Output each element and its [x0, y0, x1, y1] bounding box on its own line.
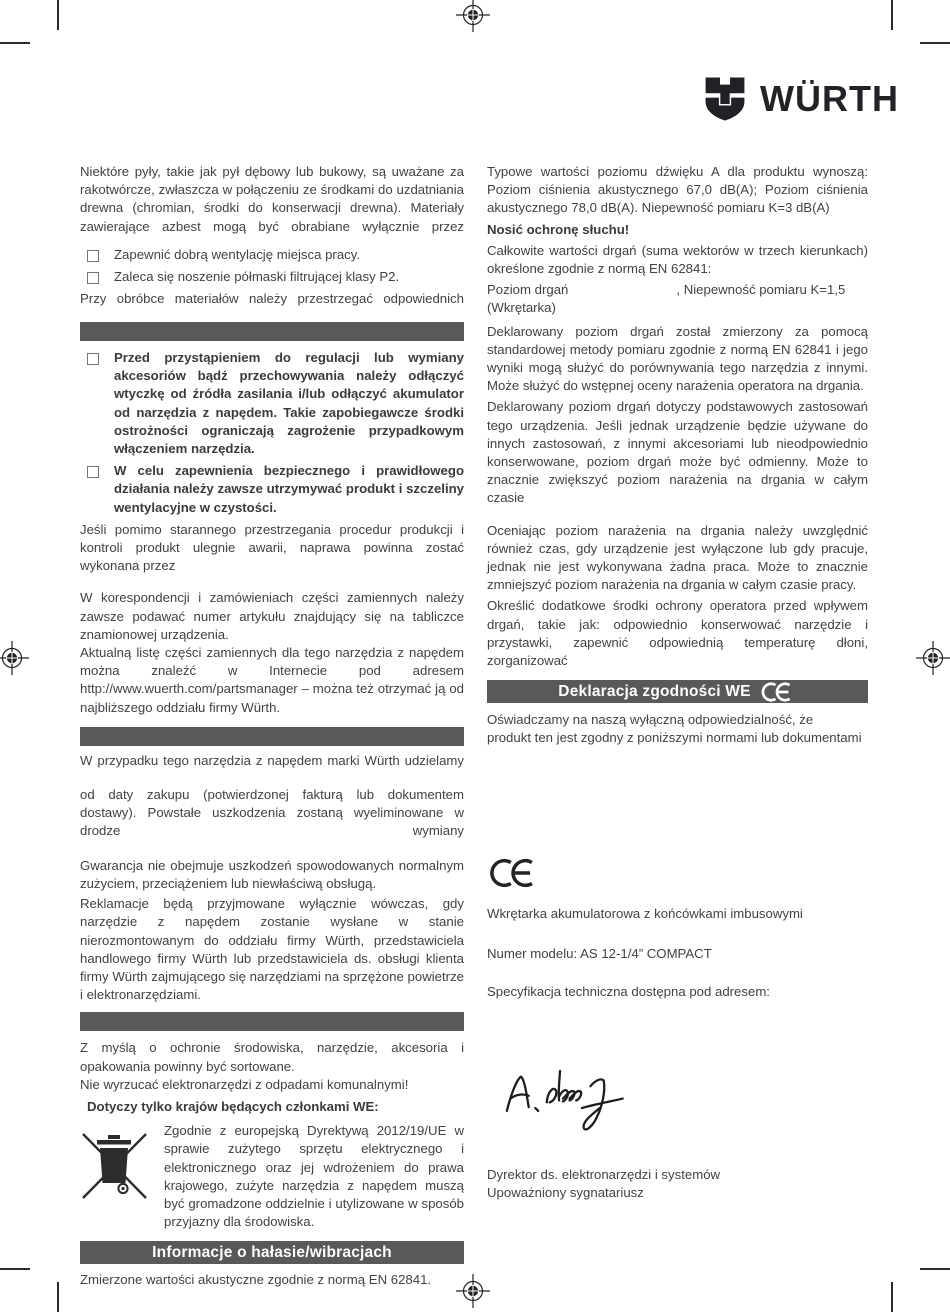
section-header-declaration — [487, 680, 868, 703]
crop-mark — [920, 42, 950, 44]
brand-name: WÜRTH — [760, 78, 899, 119]
paragraph-materials: Przy obróbce materiałów należy przestrzegać odpowiednich — [80, 290, 464, 306]
checkbox-icon — [87, 466, 99, 478]
ce-mark-icon — [489, 858, 543, 888]
paragraph-model-number: Numer modelu: AS 12-1/4” COMPACT — [487, 946, 712, 962]
list-item-text: Przed przystąpieniem do regulacji lub wymiany akcesoriów bądź przechowywania należy odłączyć wtyczkę od źródła zasilania i/lub odłączyć akumulator od narzędzia z napędem. Takie zapobiegawcze środki ostrożności ograniczają zagrożenie przypadkowym włączeniem narzędzia. — [114, 350, 464, 457]
section-header-noise — [80, 1241, 464, 1264]
crop-mark — [891, 0, 893, 30]
paragraph-warranty-4: Reklamacje będą przyjmowane wyłącznie wówczas, gdy narzędzie z napędem zostanie wysłane w stanie nierozmontowanym do oddziału firmy Würth, przedstawiciela handlowego firmy Würth lub przedstawiciela ds. obsługi klienta firmy Würth zajmującego się narzędziami na sprzężone powietrze i elektronarzędziami. — [80, 896, 464, 1003]
section-header-bar-blank — [80, 727, 464, 746]
paragraph-vibration-4: Oceniając poziom narażenia na drgania należy uwzględnić również czas, gdy urządzenie jest wyłączone lub gdy pracuje, jednak nie jest wykonywana żadna praca. Może to znacznie zmniejszyć poziom narażenia na drgania w całym czasie pracy. — [487, 522, 868, 593]
section-header-bar-blank — [80, 322, 464, 341]
left-column — [80, 163, 464, 1290]
list-item-text: Zaleca się noszenie półmaski filtrującej klasy P2. — [114, 268, 400, 284]
registration-mark-icon — [456, 0, 490, 32]
list-item — [80, 268, 464, 290]
crop-mark — [57, 0, 59, 30]
section-header-bar-blank — [80, 1012, 464, 1031]
paragraph-environment-1: Z myślą o ochronie środowiska, narzędzie, akcesoria i opakowania powinny być sortowane. — [80, 1040, 464, 1074]
crop-mark — [57, 1282, 59, 1312]
registration-mark-icon — [916, 641, 950, 675]
right-column — [487, 163, 868, 1202]
paragraph-declaration-2: produkt ten jest zgodny z poniższymi normami lub dokumentami — [487, 730, 862, 746]
list-item — [80, 462, 464, 517]
paragraph-warranty-1: W przypadku tego narzędzia z napędem marki Würth udzielamy — [80, 752, 464, 768]
crop-mark — [920, 1268, 950, 1270]
crop-mark — [0, 42, 30, 44]
wuerth-logo — [702, 76, 899, 122]
crop-mark — [0, 1268, 30, 1270]
paragraph-signatory-role-1: Dyrektor ds. elektronarzędzi i systemów — [487, 1166, 721, 1182]
section-header-label: Informacje o hałasie/wibracjach — [152, 1243, 392, 1261]
paragraph-environment-2: Nie wyrzucać elektronarzędzi z odpadami komunalnymi! — [80, 1076, 409, 1092]
registration-mark-icon — [0, 641, 29, 675]
signature-image — [493, 1052, 648, 1147]
ce-mark-white-icon — [761, 682, 797, 702]
paragraph-vibration-5: Określić dodatkowe środki ochrony operatora przed wpływem drgań, takie jak: odpowiednio konserwować narzędzie i przystawki, zapewnić odpowiednią temperaturę dłoni, zorganizować — [487, 598, 868, 669]
paragraph-sound-levels: Typowe wartości poziomu dźwięku A dla produktu wynoszą: Poziom ciśnienia akustycznego 67,0 dB(A); Poziom ciśnienia akustycznego 78,0 dB(A). Niepewność pomiaru K=3 dB(A) — [487, 164, 868, 216]
crop-mark — [891, 1282, 893, 1312]
paragraph-vibration-intro: Całkowite wartości drgań (suma wektorów w trzech kierunkach) określone zgodnie z normą EN 62841: — [487, 242, 868, 277]
paragraph-warranty-3: Gwarancja nie obejmuje uszkodzeń spowodowanych normalnym zużyciem, przeciążeniem lub niewłaściwą obsługą. — [80, 857, 464, 891]
paragraph-dust-hazard: Niektóre pyły, takie jak pył dębowy lub bukowy, są uważane za rakotwórcze, zwłaszcza w połączeniu ze środkami do uzdatniania drewna (chromian, środki do konserwacji drewna). Materiały zawierające azbest mogą być obrabiane wyłącznie przez — [80, 164, 464, 234]
weee-crossed-bin-icon — [80, 1124, 150, 1204]
paragraph-declaration-1: Oświadczamy na naszą wyłączną odpowiedzialność, że — [487, 712, 814, 728]
heading-eu-members: Dotyczy tylko krajów będących członkami WE: — [87, 1098, 379, 1114]
heading-hearing-protection: Nosić ochronę słuchu! — [487, 221, 630, 237]
paragraph-vibration-3: Deklarowany poziom drgań dotyczy podstawowych zastosowań tego urządzenia. Jeśli jednak urządzenie będzie używane do innych zastosowań, z innymi akcesoriami lub nieodpowiednio konserwowane, poziom drgań może być odmienny. Może to znacznie zwiększyć poziom narażenia na drgania w całym czasie — [487, 399, 868, 506]
paragraph-weee: Zgodnie z europejską Dyrektywą 2012/19/UE w sprawie zużytego sprzętu elektrycznego i elektronicznego oraz jej wdrożeniem do prawa krajowego, zużyte narzędzia z napędem muszą być gromadzone oddzielnie i utylizowane w sposób przyjazny dla środowiska. — [164, 1123, 464, 1230]
paragraph-repair: Jeśli pomimo starannego przestrzegania procedur produkcji i kontroli produkt ulegnie awarii, naprawa powinna zostać wykonana przez — [80, 521, 464, 574]
checkbox-icon — [87, 353, 99, 365]
paragraph-noise-measured: Zmierzone wartości akustyczne zgodnie z normą EN 62841. — [80, 1272, 432, 1288]
vibration-uncertainty: , Niepewność pomiaru K=1,5 — [676, 282, 846, 298]
list-item — [80, 349, 464, 458]
list-item-text: W celu zapewnienia bezpiecznego i prawidłowego działania należy zawsze utrzymywać produkt i szczeliny wentylacyjne w czystości. — [114, 463, 464, 515]
list-item-text: Zapewnić dobrą wentylację miejsca pracy. — [114, 246, 361, 262]
paragraph-tech-spec: Specyfikacja techniczna dostępna pod adresem: — [487, 984, 770, 1000]
section-header-label: Deklaracja zgodności WE — [558, 682, 751, 700]
paragraph-vibration-2: Deklarowany poziom drgań został zmierzony za pomocą standardowej metody pomiaru zgodnie z normą EN 62841 i jego wyniki mogą służyć do porównywania tego narzędzia z innymi. Może służyć do wstępnej oceny narażenia operatora na drgania. — [487, 323, 868, 394]
checkbox-icon — [87, 250, 99, 262]
wuerth-shield-icon — [702, 76, 748, 122]
vibration-value-line — [487, 281, 868, 299]
paragraph-product-name: Wkrętarka akumulatorowa z końcówkami imbusowymi — [487, 905, 803, 921]
vibration-label: Poziom drgań — [487, 282, 569, 298]
vibration-tool-note: (Wkrętarka) — [487, 300, 556, 316]
paragraph-warranty-2: od daty zakupu (potwierdzonej fakturą lub dokumentem dostawy). Powstałe uszkodzenia zostaną wyeliminowane w drodze wymiany — [80, 787, 464, 839]
weee-disposal-block — [80, 1122, 464, 1231]
list-item — [80, 246, 464, 268]
paragraph-spare-parts-2: Aktualną listę części zamiennych dla tego narzędzia z napędem można znaleźć w Internecie pod adresem http://www.wuerth.com/partsmanager – można też otrzymać ją od najbliższego oddziału firmy Würth. — [80, 645, 464, 715]
paragraph-spare-parts-1: W korespondencji i zamówieniach części zamiennych należy zawsze podawać numer artykułu znajdujący się na tabliczce znamionowej urządzenia. — [80, 590, 464, 642]
paragraph-signatory-role-2: Upoważniony sygnatariusz — [487, 1184, 644, 1200]
checkbox-icon — [87, 272, 99, 284]
